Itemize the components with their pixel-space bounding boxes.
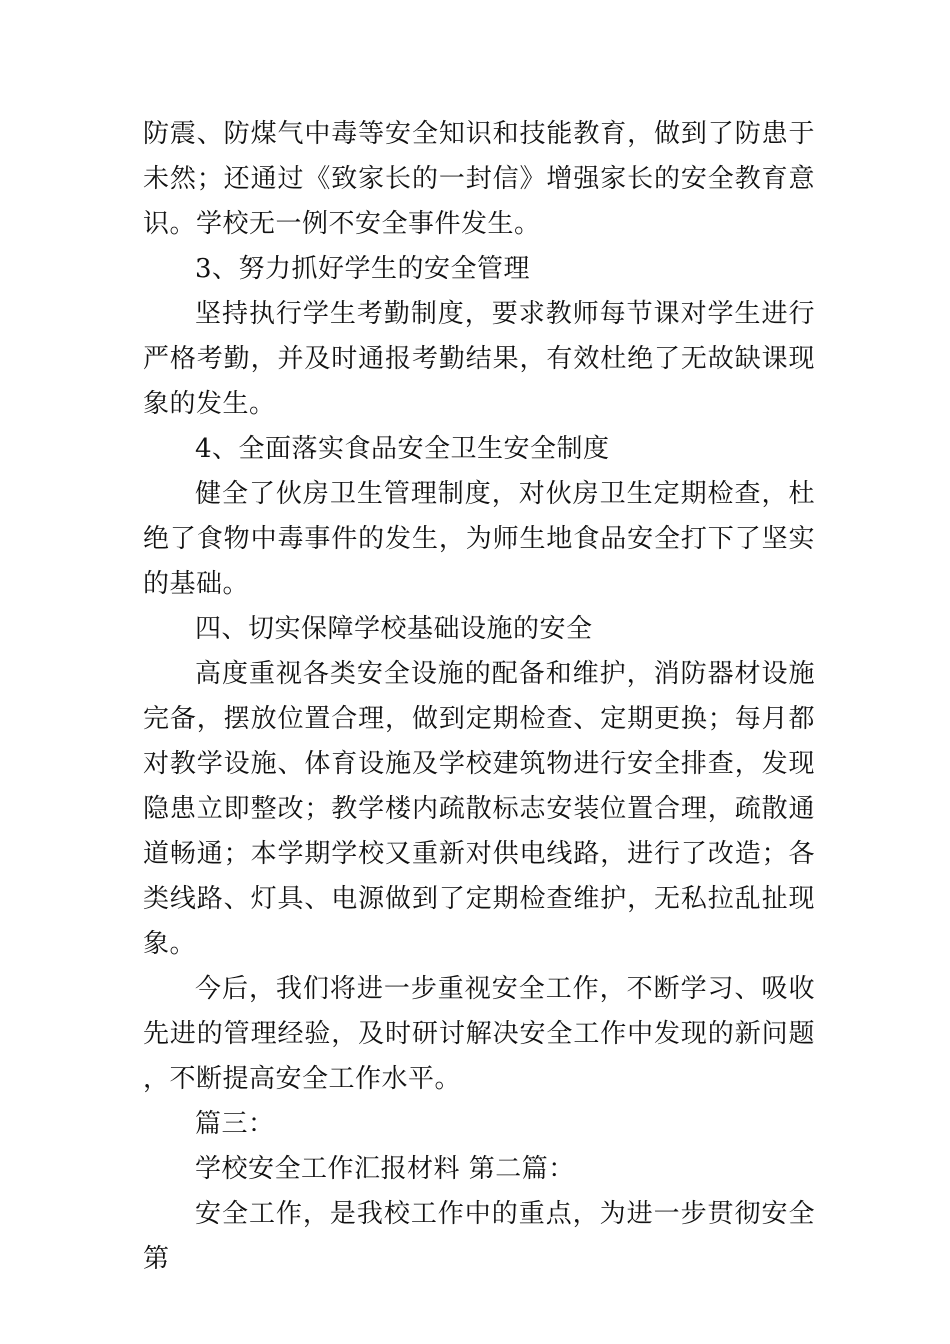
- paragraph-facilities: 高度重视各类安全设施的配备和维护，消防器材设施完备，摆放位置合理，做到定期检查、定期更换；每月都对教学设施、体育设施及学校建筑物进行安全排查，发现隐患立即整改；教学楼内疏散标志安装位置合理，疏散通道畅通；本学期学校又重新对供电线路，进行了改造；各类线路、灯具、电源做到了定期检查维护，无私拉乱扯现象。: [143, 659, 815, 959]
- heading-food-safety: 4、全面落实食品安全卫生安全制度: [195, 434, 610, 464]
- paragraph-attendance: 坚持执行学生考勤制度，要求教师每节课对学生进行严格考勤，并及时通报考勤结果，有效杜绝了无故缺课现象的发生。: [143, 299, 815, 419]
- section-label-part-three: 篇三：: [195, 1109, 275, 1139]
- paragraph-kitchen-hygiene: 健全了伙房卫生管理制度，对伙房卫生定期检查，杜绝了食物中毒事件的发生，为师生地食品安全打下了坚实的基础。: [143, 479, 815, 599]
- paragraph-future-plans: 今后，我们将进一步重视安全工作，不断学习、吸收先进的管理经验，及时研讨解决安全工作中发现的新问题，不断提高安全工作水平。: [143, 974, 815, 1094]
- heading-infrastructure-safety: 四、切实保障学校基础设施的安全: [195, 614, 593, 644]
- document-body: [143, 112, 815, 1282]
- section-title-report: 学校安全工作汇报材料 第二篇：: [195, 1154, 575, 1184]
- paragraph-intro-safety-work: 安全工作，是我校工作中的重点，为进一步贯彻安全第: [143, 1199, 815, 1274]
- heading-student-safety-management: 3、努力抓好学生的安全管理: [195, 254, 531, 284]
- paragraph-continuation: 防震、防煤气中毒等安全知识和技能教育，做到了防患于未然；还通过《致家长的一封信》增强家长的安全教育意识。学校无一例不安全事件发生。: [143, 119, 815, 239]
